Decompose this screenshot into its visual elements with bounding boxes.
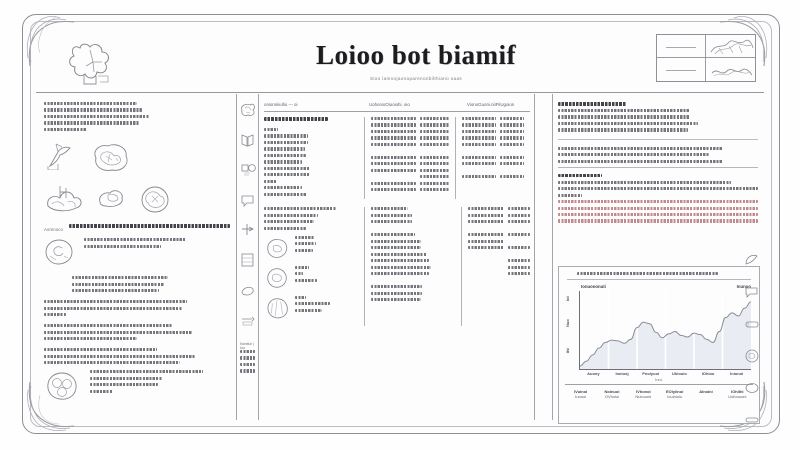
text-line bbox=[558, 194, 582, 197]
chart-legend-item-bottom: Iouinioiu bbox=[667, 394, 683, 399]
text-line bbox=[44, 324, 172, 327]
text-line bbox=[264, 141, 308, 144]
text-line bbox=[462, 175, 496, 178]
header-divider bbox=[36, 92, 764, 93]
rosette-seal-sketch-icon bbox=[744, 348, 760, 364]
table-column-separator-4 bbox=[461, 207, 462, 326]
chart-x-tick: Auony bbox=[587, 371, 600, 377]
text-line bbox=[500, 123, 524, 126]
text-line bbox=[240, 369, 255, 372]
text-line bbox=[90, 370, 203, 373]
chart-title-right: Inunuo bbox=[736, 284, 751, 290]
text-line bbox=[420, 156, 449, 159]
text-line bbox=[264, 160, 302, 163]
text-line bbox=[420, 175, 449, 178]
text-line bbox=[558, 122, 698, 125]
text-line bbox=[295, 309, 322, 312]
text-line bbox=[295, 272, 303, 275]
text-line bbox=[44, 108, 142, 111]
icon-row-2 bbox=[44, 184, 230, 214]
chart-legend-item-top: IOhiIhi bbox=[731, 389, 744, 394]
text-line bbox=[371, 298, 421, 301]
text-line bbox=[420, 143, 449, 146]
text-line bbox=[264, 180, 277, 183]
text-line bbox=[462, 123, 496, 126]
text-line bbox=[44, 348, 157, 351]
text-line bbox=[44, 307, 182, 310]
chart-footer bbox=[565, 377, 753, 399]
right-blank-field-line[interactable] bbox=[558, 167, 758, 168]
stamp-grid bbox=[656, 34, 756, 82]
speech-bubble-sketch-icon bbox=[240, 192, 256, 208]
text-line bbox=[44, 313, 66, 316]
text-line bbox=[462, 130, 496, 133]
text-line bbox=[371, 143, 416, 146]
icon-row-1 bbox=[44, 140, 230, 174]
table-header-1: UohonioOiuoiohi. oio bbox=[369, 102, 410, 107]
shell-sketch-icon bbox=[264, 296, 290, 320]
text-line bbox=[295, 296, 306, 299]
text-line bbox=[500, 136, 524, 139]
text-line bbox=[44, 115, 149, 118]
chart-legend-item-top: Alnoini bbox=[699, 389, 713, 394]
table-column-2 bbox=[371, 117, 455, 199]
table-column-separator-1 bbox=[364, 117, 365, 199]
text-line bbox=[371, 130, 416, 133]
right-block-3-highlight bbox=[558, 200, 758, 223]
text-line bbox=[264, 193, 307, 196]
text-line bbox=[558, 109, 690, 112]
text-line bbox=[558, 200, 758, 203]
text-line bbox=[371, 169, 416, 172]
text-line bbox=[371, 123, 416, 126]
text-line bbox=[558, 147, 723, 150]
section-label: Aomnoco bbox=[44, 227, 64, 233]
text-line bbox=[468, 240, 504, 243]
stacked-drawers-sketch-icon bbox=[240, 252, 256, 268]
chart-x-tick: Pnoiyuoi bbox=[642, 371, 660, 377]
table-header-2: VionoGuoni.niIFiiUgoion bbox=[467, 102, 515, 107]
lower-entry-text bbox=[295, 296, 364, 320]
text-line bbox=[371, 182, 416, 185]
left-text-column bbox=[44, 102, 230, 412]
text-line bbox=[508, 259, 530, 262]
chart-legend bbox=[565, 389, 753, 399]
table-column-separator-3 bbox=[364, 207, 365, 326]
stamp-cell-signature-scribble-icon bbox=[706, 58, 755, 81]
text-line bbox=[508, 233, 530, 236]
right-block-3-label bbox=[558, 174, 602, 178]
text-line bbox=[508, 266, 530, 269]
text-line bbox=[468, 220, 504, 223]
text-line bbox=[420, 188, 449, 191]
table-header-0: onionniiuIlio --- oi bbox=[264, 102, 298, 107]
pill-capsule-sketch-icon bbox=[744, 412, 760, 428]
text-line bbox=[371, 207, 408, 210]
chart-y-tick: Ihi bbox=[565, 348, 570, 354]
footer-entry-0 bbox=[44, 238, 230, 266]
chart-footer-note: Inui. bbox=[655, 377, 663, 382]
chart-y-tick: Nuo bbox=[565, 319, 570, 328]
chart-legend-item-top: EOiyiinoi bbox=[665, 389, 684, 394]
right-block-1 bbox=[558, 109, 758, 132]
text-line bbox=[295, 242, 316, 245]
text-line bbox=[371, 214, 412, 217]
chart-legend-item-top: Noinuoi bbox=[604, 389, 620, 394]
table-column-2-rows bbox=[371, 117, 449, 195]
content-columns bbox=[36, 94, 764, 420]
chart-x-tick: Uhiouio bbox=[671, 371, 687, 377]
block-c-text bbox=[44, 300, 230, 316]
text-line bbox=[44, 331, 192, 334]
icon-strip-caption: Nonttur | Ioo bbox=[240, 342, 254, 350]
text-line bbox=[371, 292, 422, 295]
text-line bbox=[468, 214, 504, 217]
stamp-cell-blank-1 bbox=[657, 35, 706, 58]
left-icon-strip bbox=[240, 102, 256, 376]
table-row bbox=[371, 188, 449, 194]
text-line bbox=[558, 219, 758, 222]
cylinder-roll-sketch-icon bbox=[744, 316, 760, 332]
text-line bbox=[84, 245, 161, 248]
chart-legend-item bbox=[659, 389, 690, 399]
text-line bbox=[72, 283, 164, 286]
text-line bbox=[468, 207, 504, 210]
text-line bbox=[295, 279, 317, 282]
text-line bbox=[264, 154, 306, 157]
text-line bbox=[371, 253, 427, 256]
text-line bbox=[240, 363, 255, 366]
text-line bbox=[371, 188, 416, 191]
lower-entry-2 bbox=[264, 296, 364, 320]
table-column-separator-2 bbox=[455, 117, 456, 199]
block-e-text bbox=[44, 348, 230, 364]
folded-cloth-sketch-icon bbox=[240, 282, 256, 298]
tangled-knot-sketch-icon bbox=[44, 184, 86, 214]
chart-legend-item-top: IVhonoi bbox=[635, 389, 651, 394]
text-line bbox=[371, 117, 416, 120]
chart-legend-item bbox=[565, 389, 596, 399]
text-line bbox=[295, 266, 309, 269]
text-line bbox=[84, 238, 186, 241]
text-line bbox=[462, 162, 496, 165]
right-block-2 bbox=[558, 147, 758, 163]
table-header-row bbox=[264, 102, 530, 112]
lower-entry-1 bbox=[264, 266, 364, 290]
text-line bbox=[72, 289, 159, 292]
text-line bbox=[371, 272, 429, 275]
text-line bbox=[500, 175, 524, 178]
right-info-column bbox=[558, 102, 758, 399]
text-line bbox=[508, 207, 530, 210]
text-line bbox=[44, 300, 187, 303]
text-line bbox=[44, 121, 139, 124]
table-lower-column-1 bbox=[264, 207, 364, 326]
text-line bbox=[420, 182, 449, 185]
chart-card-caption bbox=[577, 272, 753, 275]
spiral-seal-sketch-icon bbox=[44, 238, 74, 266]
table-column-3-rows bbox=[462, 117, 524, 182]
text-line bbox=[462, 143, 496, 146]
intro-paragraph bbox=[44, 102, 230, 131]
flower-emblem-sketch-icon bbox=[60, 32, 132, 88]
text-line bbox=[295, 236, 315, 239]
text-line bbox=[462, 136, 496, 139]
text-line bbox=[508, 246, 530, 249]
stamp-cell-blank-2 bbox=[657, 58, 706, 81]
table-row bbox=[462, 175, 524, 181]
gauge-and-dial-sketch-icon bbox=[240, 162, 256, 178]
lower-entry-text bbox=[295, 266, 364, 290]
oval-badge-sketch-icon bbox=[744, 380, 760, 396]
table-column-1-rows bbox=[264, 128, 358, 196]
chart-y-tick: Ioi bbox=[565, 296, 570, 302]
text-line bbox=[462, 156, 496, 159]
chart-caption-divider bbox=[567, 279, 751, 280]
right-block-1-heading bbox=[558, 102, 626, 106]
table-column-3 bbox=[462, 117, 530, 199]
chart-canvas bbox=[579, 291, 751, 370]
text-line bbox=[371, 220, 412, 223]
text-line bbox=[264, 186, 302, 189]
text-line bbox=[264, 167, 310, 170]
text-line bbox=[468, 246, 504, 249]
text-line bbox=[264, 214, 318, 217]
chart-legend-item-bottom: Uofouuoni bbox=[728, 394, 747, 399]
text-line bbox=[558, 160, 723, 163]
footer-entry-0-text bbox=[84, 238, 230, 251]
text-line bbox=[90, 383, 158, 386]
text-line bbox=[240, 350, 255, 353]
text-line bbox=[558, 115, 690, 118]
text-line bbox=[371, 259, 429, 262]
text-line bbox=[371, 240, 421, 243]
chart-legend-item bbox=[596, 389, 627, 399]
table-row bbox=[468, 272, 530, 278]
text-line bbox=[371, 136, 416, 139]
bracket-bar-sketch-icon bbox=[240, 312, 256, 328]
curled-leaf-sketch-icon bbox=[744, 252, 760, 268]
text-line bbox=[420, 117, 449, 120]
column-divider-3 bbox=[534, 94, 535, 420]
column-divider-1 bbox=[236, 94, 237, 420]
text-line bbox=[44, 337, 137, 340]
lower-entry-0 bbox=[264, 236, 364, 260]
footer-entry-1-text bbox=[90, 370, 230, 396]
document-header bbox=[36, 26, 764, 92]
pebble-pair-sketch-icon bbox=[96, 184, 128, 210]
text-line bbox=[371, 246, 421, 249]
chart-card bbox=[558, 266, 760, 424]
text-line bbox=[264, 128, 278, 131]
table-subheader-0 bbox=[264, 117, 328, 121]
text-line bbox=[371, 266, 431, 269]
right-divider-1 bbox=[558, 139, 758, 140]
chart-legend-item-bottom: Iuoooi bbox=[575, 394, 587, 399]
chart-plot-area bbox=[565, 285, 753, 381]
chart-x-tick: Iniunoi bbox=[730, 371, 744, 377]
text-line bbox=[371, 285, 422, 288]
page-subtitle: Sioo lamnojaonaparenonbilthiano oaas bbox=[369, 76, 463, 81]
cluster-blob-sketch-icon bbox=[88, 140, 134, 174]
rosette-sketch-icon bbox=[138, 184, 172, 214]
text-line bbox=[264, 220, 314, 223]
text-line bbox=[420, 162, 449, 165]
text-line bbox=[558, 187, 758, 190]
text-line bbox=[90, 390, 113, 393]
chart-legend-item bbox=[628, 389, 659, 399]
text-line bbox=[508, 272, 530, 275]
text-line bbox=[462, 117, 496, 120]
table-column-1 bbox=[264, 117, 364, 199]
speech-scroll-sketch-icon bbox=[744, 284, 760, 300]
chart-x-axis-labels bbox=[579, 371, 751, 376]
text-line bbox=[468, 233, 504, 236]
text-line bbox=[240, 356, 255, 359]
text-line bbox=[508, 220, 530, 223]
chart-legend-item-top: IVuinoi bbox=[574, 389, 588, 394]
block-d-text bbox=[44, 324, 230, 340]
leaf-branch-sketch-icon bbox=[44, 140, 78, 170]
text-line bbox=[295, 249, 313, 252]
text-line bbox=[500, 130, 524, 133]
text-line bbox=[420, 136, 449, 139]
table-lower-column-3 bbox=[468, 207, 530, 326]
bud-sketch-icon bbox=[264, 266, 290, 290]
text-line bbox=[558, 207, 758, 210]
text-line bbox=[371, 233, 415, 236]
open-book-sketch-icon bbox=[240, 132, 256, 148]
section-heading bbox=[69, 224, 230, 228]
text-line bbox=[420, 123, 449, 126]
text-line bbox=[44, 361, 180, 364]
text-line bbox=[264, 173, 310, 176]
text-line bbox=[264, 134, 308, 137]
chart-x-tick: IOhioo bbox=[701, 371, 715, 377]
chart-y-axis-labels bbox=[565, 293, 577, 363]
pipe-fitting-sketch-icon bbox=[240, 222, 256, 238]
page-title: Loioo bot biamif bbox=[315, 40, 517, 70]
text-line bbox=[44, 128, 87, 131]
text-line bbox=[44, 355, 195, 358]
text-line bbox=[500, 162, 524, 165]
table-lower-column-2 bbox=[371, 207, 461, 326]
text-line bbox=[500, 143, 524, 146]
chart-legend-item bbox=[690, 389, 721, 399]
chart-x-tick: Inoiuoj bbox=[615, 371, 629, 377]
chart-legend-item-bottom: Nuiouoni bbox=[635, 394, 652, 399]
text-line bbox=[264, 227, 306, 230]
text-line bbox=[558, 153, 709, 156]
brain-coral-sketch-icon bbox=[240, 102, 256, 118]
text-line bbox=[264, 147, 305, 150]
text-line bbox=[44, 102, 137, 105]
block-b-text bbox=[72, 276, 230, 292]
chart-title-left: Ionuononuti bbox=[581, 284, 606, 290]
column-divider-4 bbox=[552, 94, 553, 420]
text-line bbox=[558, 213, 758, 216]
text-line bbox=[295, 302, 330, 305]
text-line bbox=[558, 181, 731, 184]
chart-legend-item-bottom: OVhoioi bbox=[604, 394, 620, 399]
text-line bbox=[72, 276, 168, 279]
text-line bbox=[500, 156, 524, 159]
text-line bbox=[558, 128, 688, 131]
text-line bbox=[420, 169, 449, 172]
right-side-icon-stack bbox=[744, 252, 760, 444]
table-body bbox=[264, 117, 530, 199]
text-line bbox=[500, 117, 524, 120]
text-line bbox=[371, 156, 416, 159]
right-block-3 bbox=[558, 181, 758, 197]
text-line bbox=[420, 130, 449, 133]
berry-cluster-sketch-icon bbox=[44, 370, 80, 402]
stamp-cell-scribble-mark-icon bbox=[706, 35, 755, 58]
text-line bbox=[371, 162, 416, 165]
oval-seal-sketch-icon bbox=[264, 236, 290, 260]
chart-area-series bbox=[580, 291, 751, 369]
chart-footer-divider bbox=[565, 384, 753, 385]
text-line bbox=[90, 377, 162, 380]
middle-table-column bbox=[264, 102, 530, 326]
text-line bbox=[264, 207, 336, 210]
lower-entry-text bbox=[295, 236, 364, 260]
text-line bbox=[508, 214, 530, 217]
column-divider-2 bbox=[258, 94, 259, 420]
footer-entry-1 bbox=[44, 370, 230, 402]
